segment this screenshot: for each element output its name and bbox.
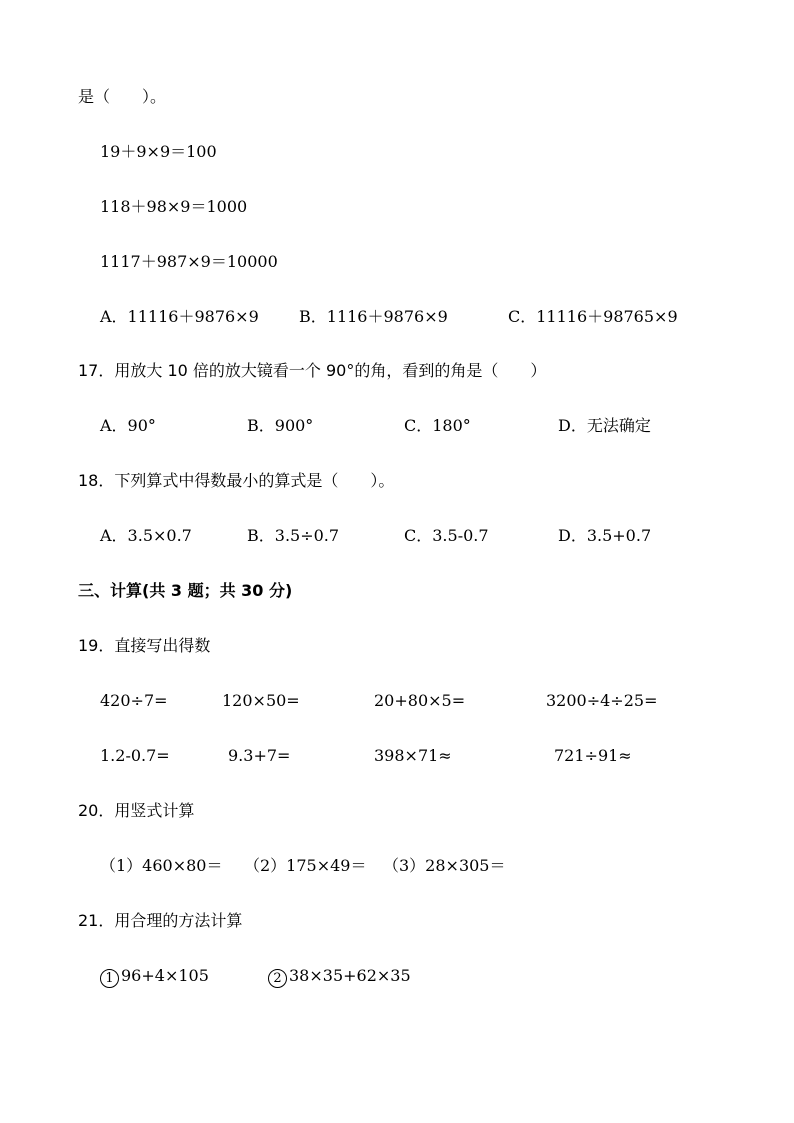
q19-row2-item-1: 1.2-0.7= bbox=[100, 746, 170, 765]
q17-option-b: B．900° bbox=[247, 416, 314, 435]
q16-pattern-line-2: 118＋98×9＝1000 bbox=[100, 197, 248, 216]
q16-stem-tail: 是（ ）。 bbox=[78, 87, 167, 106]
circled-number-2: 2 bbox=[268, 969, 287, 988]
q16-option-c: C．11116＋98765×9 bbox=[508, 307, 678, 326]
q16-option-b: B．1116＋9876×9 bbox=[299, 307, 448, 326]
q20-item-2: （2）175×49＝ bbox=[244, 856, 367, 875]
q16-pattern-line-1: 19＋9×9＝100 bbox=[100, 142, 217, 161]
q19-stem: 19．直接写出得数 bbox=[78, 636, 211, 655]
q20-item-1: （1）460×80＝ bbox=[100, 856, 223, 875]
q17-option-a: A．90° bbox=[100, 416, 156, 435]
section-3-heading: 三、计算(共 3 题；共 30 分) bbox=[78, 581, 293, 600]
q21-item-2-expression: 38×35+62×35 bbox=[289, 966, 411, 985]
q16-option-a: A．11116＋9876×9 bbox=[100, 307, 259, 326]
q18-option-c: C．3.5-0.7 bbox=[404, 526, 489, 545]
q16-pattern-line-3: 1117＋987×9＝10000 bbox=[100, 252, 278, 271]
q19-row1-item-3: 20+80×5= bbox=[374, 691, 466, 710]
q21-item-1 bbox=[100, 966, 209, 988]
q17-option-c: C．180° bbox=[404, 416, 471, 435]
circled-number-1: 1 bbox=[100, 969, 119, 988]
q20-item-3: （3）28×305＝ bbox=[383, 856, 506, 875]
q18-stem: 18．下列算式中得数最小的算式是（ ）。 bbox=[78, 471, 395, 490]
q18-option-a: A．3.5×0.7 bbox=[100, 526, 192, 545]
q19-row2-item-4: 721÷91≈ bbox=[554, 746, 632, 765]
q19-row1-item-1: 420÷7= bbox=[100, 691, 168, 710]
q17-option-d: D．无法确定 bbox=[558, 416, 651, 435]
q21-item-1-expression: 96+4×105 bbox=[121, 966, 209, 985]
q19-row1-item-4: 3200÷4÷25= bbox=[546, 691, 658, 710]
q20-stem: 20．用竖式计算 bbox=[78, 801, 195, 820]
q18-option-b: B．3.5÷0.7 bbox=[247, 526, 340, 545]
q17-stem: 17．用放大 10 倍的放大镜看一个 90°的角，看到的角是（ ） bbox=[78, 361, 547, 380]
q21-stem: 21．用合理的方法计算 bbox=[78, 911, 243, 930]
q18-option-d: D．3.5+0.7 bbox=[558, 526, 652, 545]
q19-row2-item-3: 398×71≈ bbox=[374, 746, 452, 765]
q21-item-2 bbox=[268, 966, 411, 988]
q19-row1-item-2: 120×50= bbox=[222, 691, 300, 710]
q19-row2-item-2: 9.3+7= bbox=[228, 746, 291, 765]
